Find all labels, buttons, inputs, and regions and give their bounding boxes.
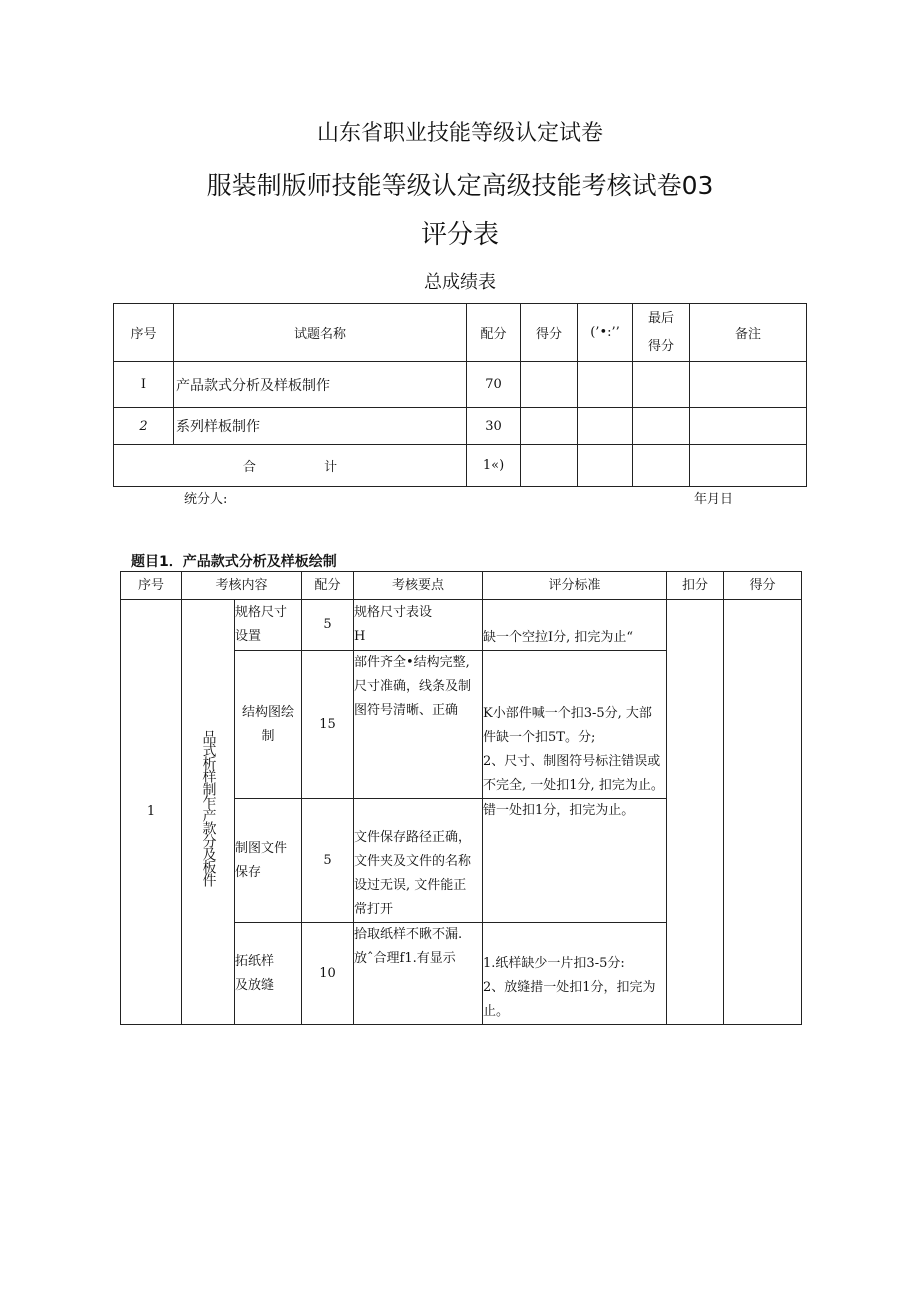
item-criteria: K小部件喊一个扣3-5分, 大部 件缺一个扣5T。分; 2、尺寸、制图符号标注错误或 不完全, 一处扣1分, 扣完为止。	[483, 651, 667, 799]
row-no: 2	[114, 408, 174, 445]
item-points: 5	[302, 799, 354, 923]
section-title: 题目1．产品款式分析及样板绘制	[131, 554, 337, 570]
detail-header-row	[121, 572, 802, 600]
header-remark: 备注	[690, 304, 807, 362]
total-label-a: 合	[242, 460, 256, 475]
header-points: 配分	[467, 304, 521, 362]
row-name: 产品款式分析及样板制作	[174, 362, 467, 408]
total-label-b: 计	[324, 460, 338, 475]
header-final-line2: 得分	[647, 338, 674, 354]
header-name: 试题名称	[174, 304, 467, 362]
total-weight	[578, 445, 633, 487]
row-points: 70	[467, 362, 521, 408]
summary-row	[114, 408, 807, 445]
row-final	[633, 408, 690, 445]
detail-deduct	[667, 600, 724, 1025]
item-key: 规格尺寸表设 H	[354, 600, 483, 651]
total-final	[633, 445, 690, 487]
item-key: 文件保存路径正确， 文件夹及文件的名称 设过无误, 文件能正 常打开	[354, 799, 483, 923]
row-score	[521, 362, 578, 408]
row-name: 系列样板制作	[174, 408, 467, 445]
total-score	[521, 445, 578, 487]
header-final	[633, 304, 690, 362]
row-no: I	[114, 362, 174, 408]
detail-header-no: 序号	[121, 572, 182, 600]
summary-total-row	[114, 445, 807, 487]
title-exam-series: 山东省职业技能等级认定试卷	[316, 121, 603, 146]
scorer-label: 统分人:	[184, 492, 228, 507]
item-criteria: 错一处扣1分，扣完为止。	[483, 799, 667, 923]
summary-caption: 总成绩表	[424, 272, 496, 293]
item-key: 拾取纸样不瞅不漏. 放ˆ合理f1.有显示	[354, 923, 483, 1025]
title-score-sheet: 评分表	[420, 220, 499, 250]
date-label: 年月日	[694, 492, 734, 507]
detail-table	[120, 571, 802, 1025]
item-criteria: 1.纸样缺少一片扣3-5分: 2、放缝措一处扣1分，扣完为 止。	[483, 923, 667, 1025]
header-weight: (’•:’’	[578, 304, 633, 362]
row-remark	[690, 362, 807, 408]
total-label	[114, 445, 467, 487]
total-remark	[690, 445, 807, 487]
detail-score	[724, 600, 802, 1025]
detail-header-score: 得分	[724, 572, 802, 600]
item-points: 15	[302, 651, 354, 799]
item-name: 制图文件 保存	[235, 799, 302, 923]
item-name: 结构图绘 制	[235, 651, 302, 799]
title-exam-name: 服装制版师技能等级认定高级技能考核试卷03	[206, 171, 714, 200]
row-weight	[578, 408, 633, 445]
header-score: 得分	[521, 304, 578, 362]
row-weight	[578, 362, 633, 408]
header-no: 序号	[114, 304, 174, 362]
row-points: 30	[467, 408, 521, 445]
row-final	[633, 362, 690, 408]
header-final-line1: 最后	[647, 310, 674, 326]
item-name: 拓纸样 及放缝	[235, 923, 302, 1025]
detail-header-deduct: 扣分	[667, 572, 724, 600]
item-points: 10	[302, 923, 354, 1025]
item-name: 规格尺寸 设置	[235, 600, 302, 651]
item-criteria: 缺一个空拉I分, 扣完为止“	[483, 600, 667, 651]
item-points: 5	[302, 600, 354, 651]
detail-category	[182, 600, 235, 1025]
summary-row	[114, 362, 807, 408]
row-remark	[690, 408, 807, 445]
detail-header-content: 考核内容	[182, 572, 302, 600]
total-points: 1«)	[467, 445, 521, 487]
detail-no: 1	[121, 600, 182, 1025]
summary-header-row	[114, 304, 807, 362]
detail-row	[121, 600, 802, 651]
detail-category-text: 品式析样制乍产款分及板件	[200, 729, 217, 886]
detail-header-key: 考核要点	[354, 572, 483, 600]
summary-table	[113, 303, 807, 487]
detail-header-points: 配分	[302, 572, 354, 600]
item-key: 部件齐全•结构完整, 尺寸准确，线条及制 图符号清晰、正确	[354, 651, 483, 799]
detail-header-criteria: 评分标准	[483, 572, 667, 600]
row-score	[521, 408, 578, 445]
